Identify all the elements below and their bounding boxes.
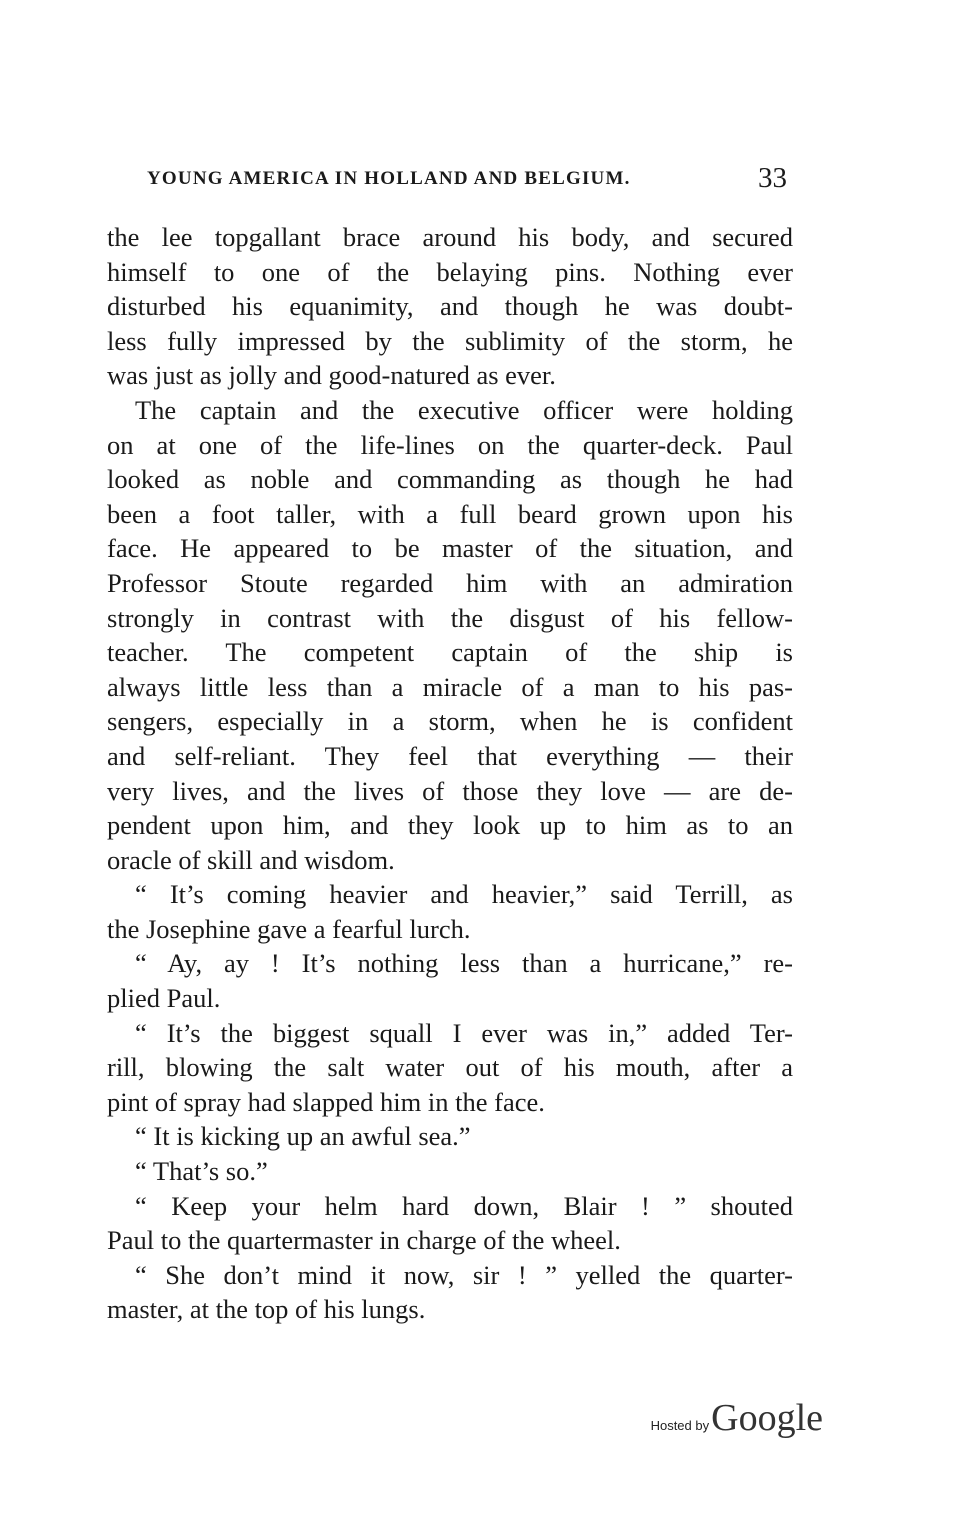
text-line: Paul to the quartermaster in charge of the wheel. [107,1225,621,1256]
page-number: 33 [758,162,787,194]
text-line: very lives, and the lives of those they love — are de- [107,775,793,806]
text-line: and self-reliant. They feel that everything — their [107,740,793,771]
text-line: sengers, especially in a storm, when he is confident [107,706,793,737]
text-line: “ It’s coming heavier and heavier,” said Terrill, as [135,879,793,910]
body-text [107,220,793,1327]
text-line: “ It’s the biggest squall I ever was in,” added Ter- [135,1017,793,1048]
text-line: teacher. The competent captain of the ship is [107,637,793,668]
text-line: plied Paul. [107,983,221,1014]
text-line: “ Ay, ay ! It’s nothing less than a hurricane,” re- [135,948,793,979]
google-logo: Google [711,1397,823,1439]
text-line: Professor Stoute regarded him with an admiration [107,567,793,598]
hosted-by-label: Hosted by [650,1418,710,1433]
text-line: looked as noble and commanding as though he had [107,464,793,495]
text-line: “ She don’t mind it now, sir ! ” yelled the quarter- [135,1259,793,1290]
text-line: the Josephine gave a fearful lurch. [107,913,471,944]
text-line: himself to one of the belaying pins. Nothing ever [107,256,793,287]
text-line: was just as jolly and good-natured as ever. [107,360,556,391]
running-head [107,162,793,198]
running-title: YOUNG AMERICA IN HOLLAND AND BELGIUM. [147,168,631,189]
text-line: rill, blowing the salt water out of his mouth, after a [107,1052,793,1083]
hosted-by-google-watermark [651,1396,823,1440]
text-line: disturbed his equanimity, and though he was doubt- [107,291,793,322]
text-line: The captain and the executive officer were holding [135,394,793,425]
text-line: always little less than a miracle of a man to his pas- [107,671,793,702]
text-line: oracle of skill and wisdom. [107,844,395,875]
text-line: been a foot taller, with a full beard grown upon his [107,498,793,529]
text-line: pendent upon him, and they look up to him as to an [107,810,793,841]
text-line: pint of spray had slapped him in the face. [107,1086,545,1117]
text-line: face. He appeared to be master of the situation, and [107,533,793,564]
text-line: on at one of the life-lines on the quarter-deck. Paul [107,429,793,460]
text-line: strongly in contrast with the disgust of his fellow- [107,602,793,633]
text-line: the lee topgallant brace around his body, and secured [107,222,793,252]
text-line: “ Keep your helm hard down, Blair ! ” shouted [135,1190,793,1221]
text-line: “ That’s so.” [135,1156,268,1187]
text-line: less fully impressed by the sublimity of the storm, he [107,325,793,356]
text-line: “ It is kicking up an awful sea.” [135,1121,471,1152]
text-line: master, at the top of his lungs. [107,1294,426,1325]
